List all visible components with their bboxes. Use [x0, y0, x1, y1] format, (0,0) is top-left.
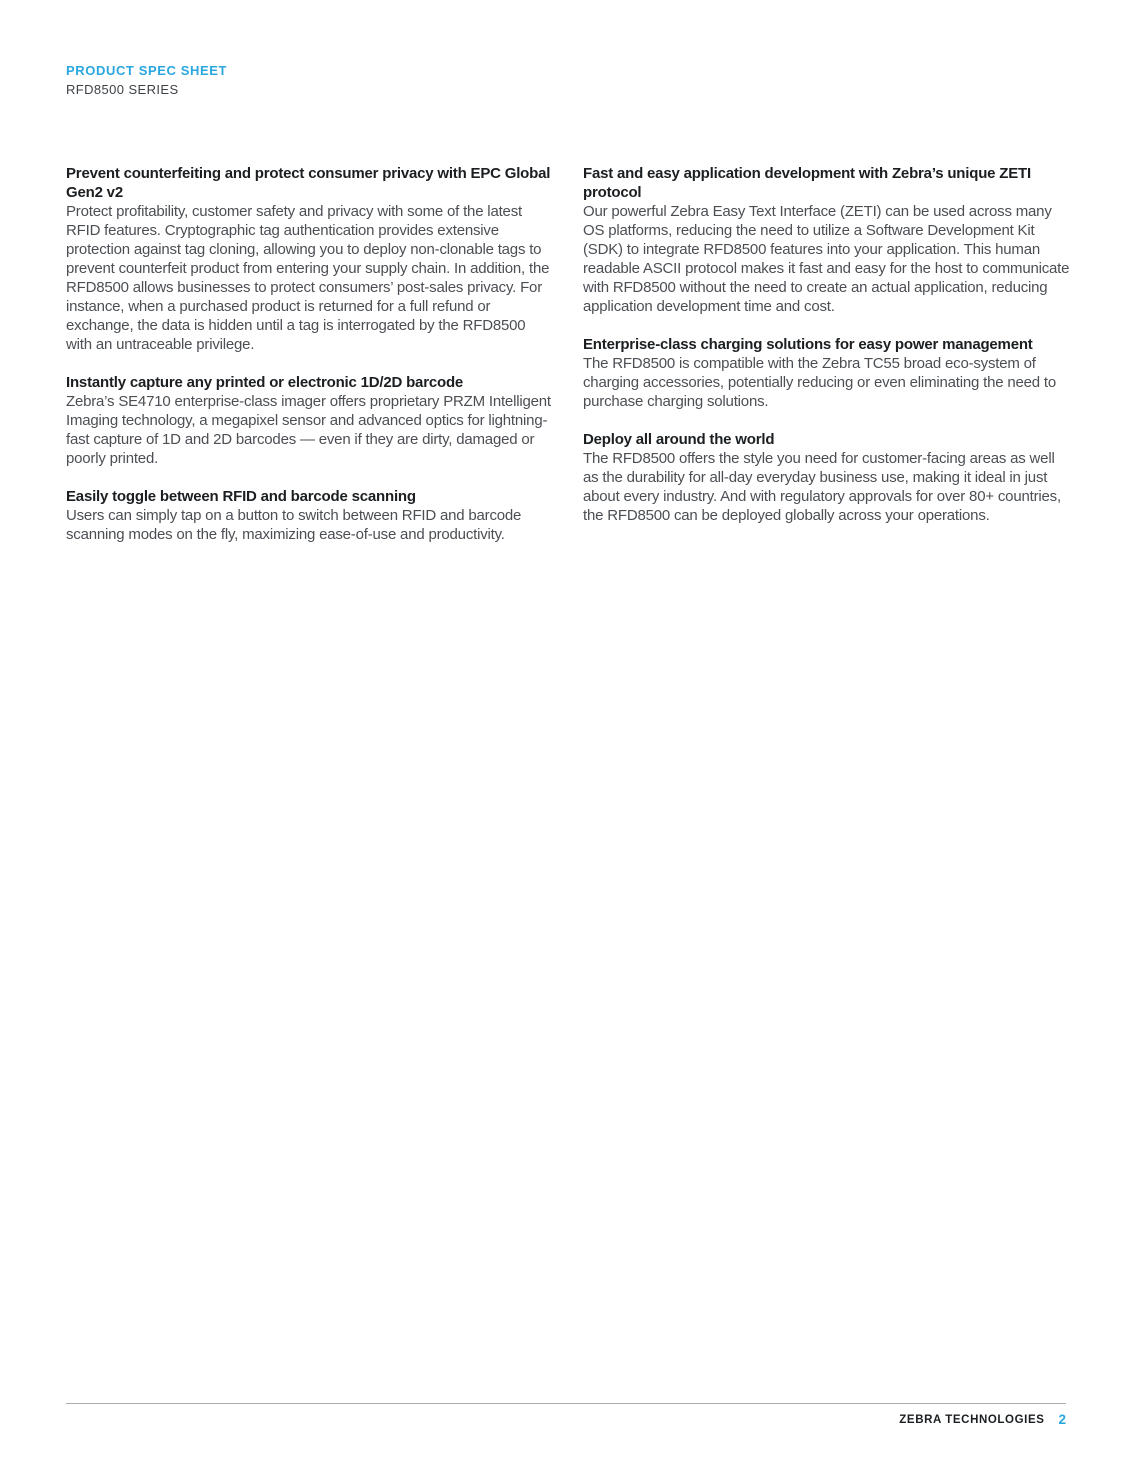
- left-column: [66, 164, 553, 563]
- section-body: Zebra’s SE4710 enterprise-class imager offers proprietary PRZM Intelligent Imaging technology, a megapixel sensor and advanced optics for lightning-fast capture of 1D and 2D barcodes — even if they are dirty, damaged or poorly printed.: [66, 393, 551, 467]
- feature-section-deploy-worldwide: [583, 430, 1070, 525]
- section-body: The RFD8500 is compatible with the Zebra TC55 broad eco-system of charging accessories, potentially reducing or even eliminating the need to purchase charging solutions.: [583, 355, 1056, 410]
- page-header: [66, 63, 227, 98]
- section-body: Protect profitability, customer safety and privacy with some of the latest RFID features. Cryptographic tag authentication provides extensive protection against tag cloning, allowing you to deploy non-clonable tags to prevent counterfeit product from entering your supply chain. In addition, the RFD8500 allows businesses to protect consumers’ post-sales privacy. For instance, when a purchased product is returned for a full refund or exchange, the data is hidden until a tag is interrogated by the RFD8500 with an untraceable privilege.: [66, 203, 550, 353]
- feature-section-charging-solutions: [583, 335, 1070, 411]
- footer-page-number: 2: [1058, 1412, 1066, 1428]
- right-column: [583, 164, 1070, 563]
- product-series-title: RFD8500 SERIES: [66, 82, 179, 97]
- eyebrow-title: PRODUCT SPEC SHEET: [66, 63, 228, 78]
- feature-section-barcode-capture: [66, 373, 553, 468]
- section-heading: Enterprise-class charging solutions for easy power management: [583, 336, 1033, 353]
- footer-company-name: ZEBRA TECHNOLOGIES: [899, 1413, 1045, 1426]
- section-heading: Deploy all around the world: [583, 431, 775, 448]
- content-columns: [66, 164, 1070, 563]
- section-heading: Prevent counterfeiting and protect consumer privacy with EPC Global Gen2 v2: [66, 165, 551, 201]
- section-body: The RFD8500 offers the style you need for customer-facing areas as well as the durability for all-day everyday business use, making it ideal in just about every industry. And with regulatory approvals for over 80+ countries, the RFD8500 can be deployed globally across your operations.: [583, 450, 1061, 524]
- feature-section-zeti-protocol: [583, 164, 1070, 316]
- section-body: Our powerful Zebra Easy Text Interface (ZETI) can be used across many OS platforms, reducing the need to utilize a Software Development Kit (SDK) to integrate RFD8500 features into your application. This human readable ASCII protocol makes it fast and easy for the host to communicate with RFD8500 without the need to create an actual application, reducing application development time and cost.: [583, 203, 1070, 315]
- section-heading: Instantly capture any printed or electronic 1D/2D barcode: [66, 374, 464, 391]
- section-heading: Fast and easy application development with Zebra’s unique ZETI protocol: [583, 165, 1031, 201]
- section-heading: Easily toggle between RFID and barcode scanning: [66, 488, 416, 505]
- section-body: Users can simply tap on a button to switch between RFID and barcode scanning modes on the fly, maximizing ease-of-use and productivity.: [66, 507, 522, 543]
- feature-section-toggle-scanning: [66, 487, 553, 544]
- page-footer: [66, 1403, 1066, 1429]
- feature-section-counterfeiting: [66, 164, 553, 354]
